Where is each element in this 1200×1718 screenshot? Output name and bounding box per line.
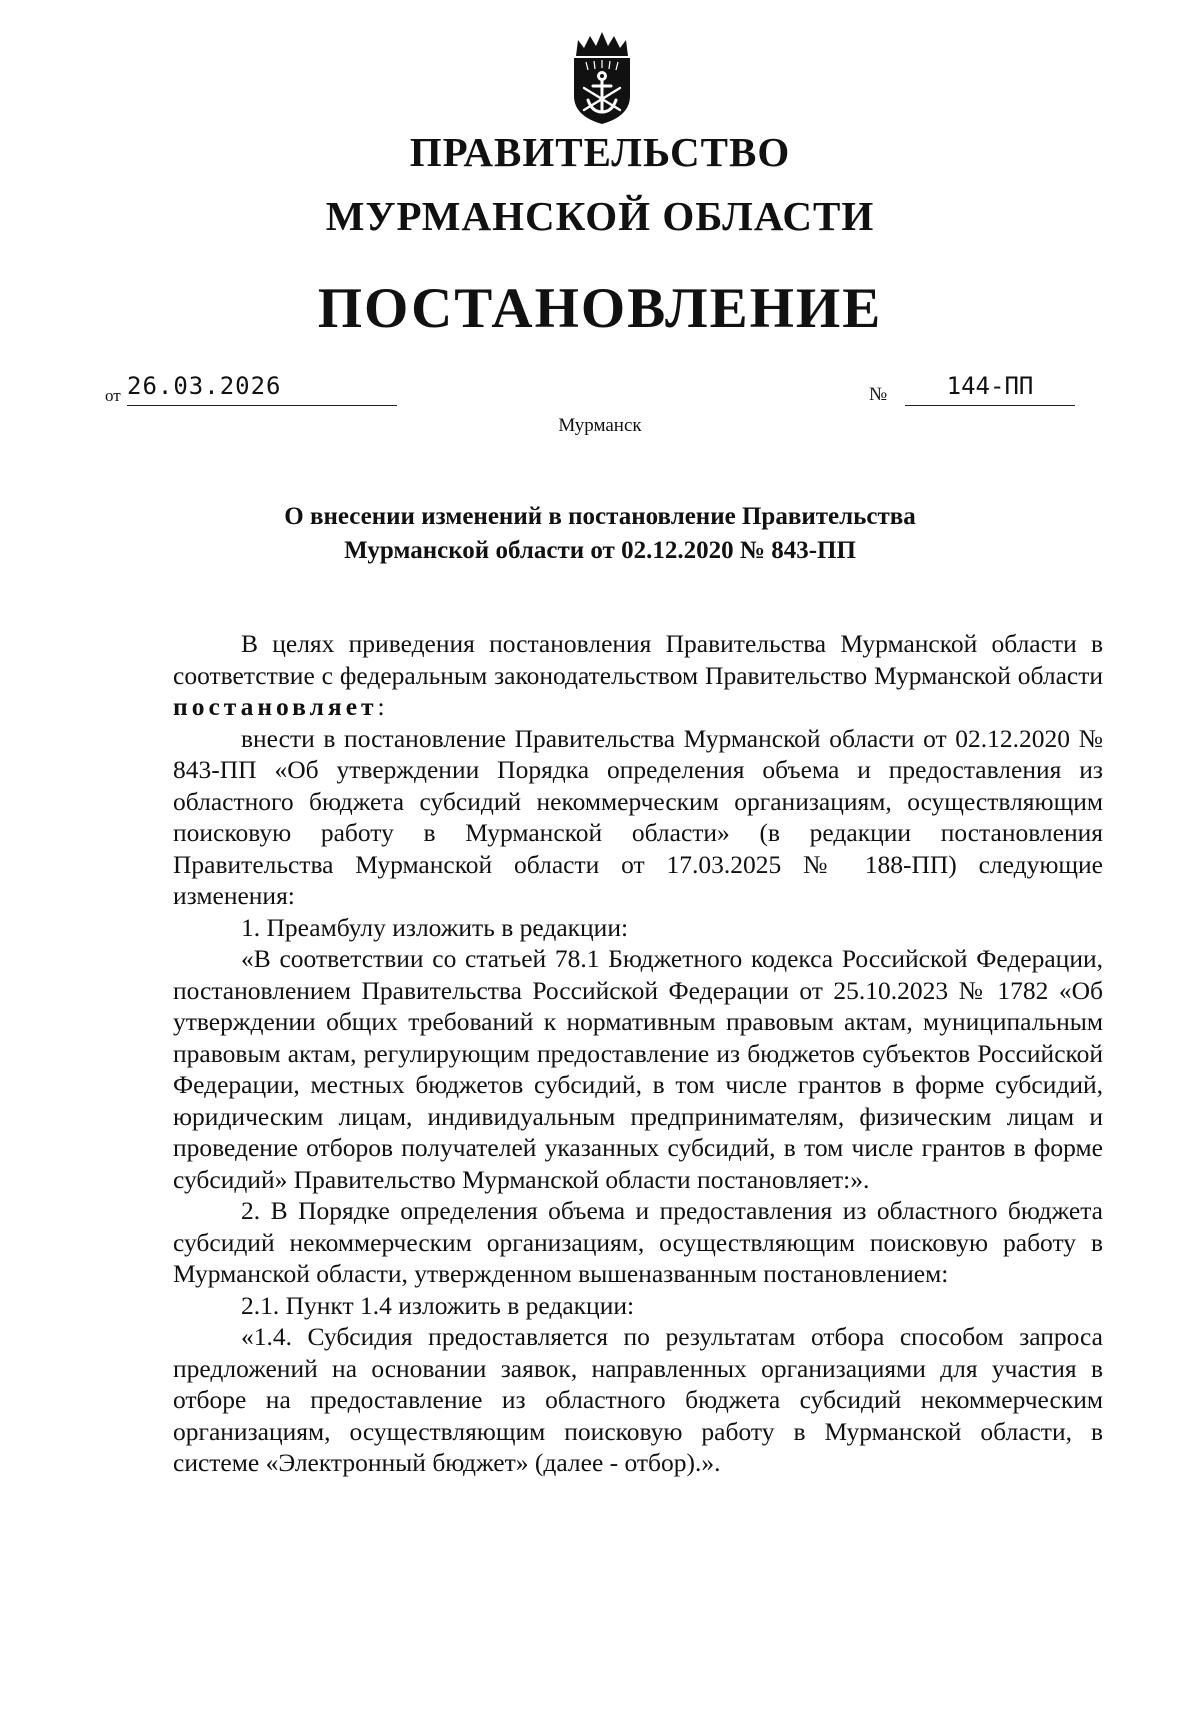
body-paragraph: 2. В Порядке определения объема и предоставления из областного бюджета субсидий некоммерческим организациям, осуществляющим поисковую работу в Мурманской области, утвержденном вышеназванным постановлением:: [173, 1196, 1103, 1288]
body-paragraph: внести в постановление Правительства Мурманской области от 02.12.2020 № 843-ПП «Об утверждении Порядка определения объема и предоставления из областного бюджета субсидий некоммерческим организациям, осуществляющим поисковую работу в Мурманской области» (в редакции постановления Правительства Мурманской области от 17.03.2025 № 188-ПП) следующие изменения:: [173, 723, 1103, 910]
city-name: Мурманск: [558, 415, 642, 436]
number-prefix: №: [869, 384, 888, 405]
government-title-line2: МУРМАНСКОЙ ОБЛАСТИ: [325, 193, 875, 239]
document-title-line2: Мурманской области от 02.12.2020 № 843-ПП: [344, 537, 856, 564]
document-date: 26.03.2026: [127, 372, 397, 406]
document-type: ПОСТАНОВЛЕНИЕ: [317, 277, 883, 340]
body-text-span: :: [377, 692, 385, 721]
document-body: [173, 628, 1103, 1479]
document-title-line1: О внесении изменений в постановление Правительства: [284, 503, 916, 530]
body-paragraph: «1.4. Субсидия предоставляется по результатам отбора способом запроса предложений на основании заявок, направленных организациями для участия в отборе на предоставление из областного бюджета субсидий некоммерческим организациям, осуществляющим поисковую работу в Мурманской области, в системе «Электронный бюджет» (далее - отбор).».: [173, 1322, 1103, 1477]
body-paragraph: «В соответствии со статьей 78.1 Бюджетного кодекса Российской Федерации, постановлением Правительства Российской Федерации от 25.10.2023 № 1782 «Об утверждении общих требований к нормативным правовым актам, муниципальным правовым актам, регулирующим предоставление из бюджетов субъектов Российской Федерации, местных бюджетов субсидий, в том числе грантов в форме субсидий, юридическим лицам, индивидуальным предпринимателям, физическим лицам и проведение отборов получателей указанных субсидий, в том числе грантов в форме субсидий» Правительство Мурманской области постановляет:».: [173, 944, 1103, 1194]
government-title-line1: ПРАВИТЕЛЬСТВО: [409, 129, 791, 175]
date-number-row: [105, 372, 1105, 412]
body-text-span: В целях приведения постановления Правительства Мурманской области в соответствие с федеральным законодательством Правительство Мурманской области: [173, 629, 1103, 690]
document-title: [150, 500, 1050, 568]
coat-of-arms-icon: [570, 30, 634, 126]
body-paragraph: 1. Преамбулу изложить в редакции:: [241, 912, 629, 942]
date-prefix: от: [105, 386, 121, 405]
document-number: 144-ПП: [905, 372, 1075, 406]
decree-keyword: постановляет: [173, 692, 378, 721]
body-paragraph: [173, 628, 1103, 723]
body-paragraph: 2.1. Пункт 1.4 изложить в редакции:: [241, 1290, 635, 1320]
